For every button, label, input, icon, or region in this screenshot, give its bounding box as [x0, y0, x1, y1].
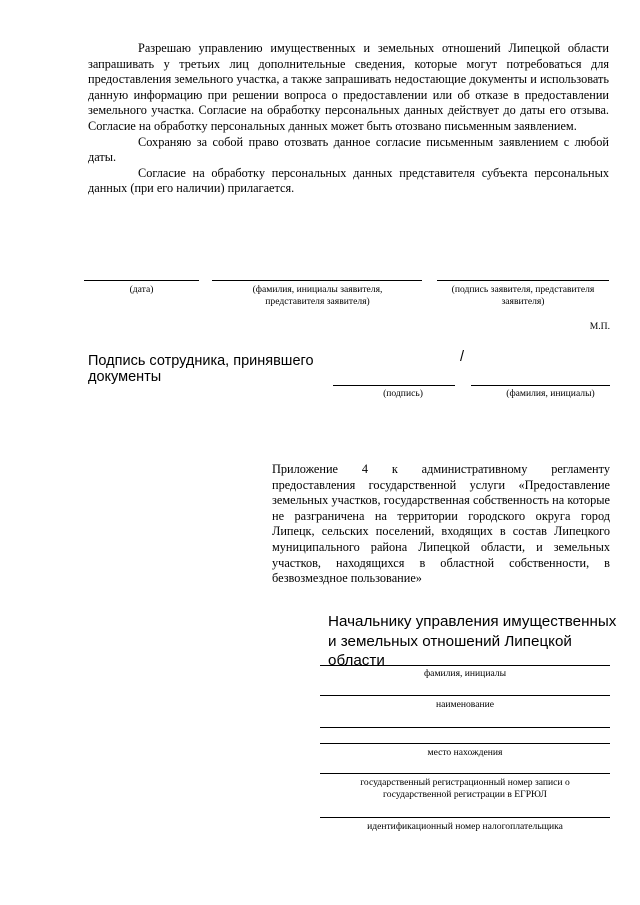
field-caption-name: фамилия, инициалы	[423, 668, 507, 679]
employee-sign-line	[333, 385, 455, 386]
field-line-location	[320, 743, 610, 744]
date-caption: (дата)	[129, 284, 154, 295]
employee-signature-text: Подпись сотрудника, принявшего документы	[88, 353, 314, 385]
consent-paragraph-1: Разрешаю управлению имущественных и земельных отношений Липецкой области запрашивать у третьих лиц дополнительные сведения, которые могут потребоваться для предоставления земельного участка, а также запрашивать недостающие документы и использовать данную информацию при решении вопроса о предоставлении или об отказе в предоставлении земельного участка. Согласие на обработку персональных данных действует до даты его отзыва. Согласие на обработку персональных данных может быть отозвано письменным заявлением.	[88, 41, 609, 133]
employee-sign-caption: (подпись)	[383, 388, 423, 399]
applicant-name-caption: (фамилия, инициалы заявителя, представителя заявителя)	[252, 284, 383, 307]
field-caption-location: место нахождения	[427, 747, 503, 758]
stamp-place: М.П.	[589, 321, 610, 332]
field-line-blank	[320, 727, 610, 728]
applicant-name-line	[212, 280, 422, 281]
field-caption-inn: идентификационный номер налогоплательщика	[367, 821, 563, 832]
field-caption-org: наименование	[436, 699, 494, 710]
addressee-title: Начальнику управления имущественных и земельных отношений Липецкой области	[328, 613, 617, 669]
applicant-sign-caption: (подпись заявителя, представителя заявителя)	[451, 284, 595, 307]
employee-name-caption: (фамилия, инициалы)	[506, 388, 595, 399]
applicant-sign-line	[437, 280, 609, 281]
consent-text	[88, 41, 609, 197]
employee-signature-label	[88, 353, 338, 385]
field-line-inn	[320, 817, 610, 818]
employee-name-line	[471, 385, 610, 386]
slash-separator: /	[460, 349, 465, 365]
appendix-note: Приложение 4 к административному регламенту предоставления государственной услуги «Предоставление земельных участков, государственная собственность на которые не разграничена на территории городского округа город Липецк, сельских поселений, входящих в состав Липецкого муниципального района Липецкой области, и земельных участков, находящихся в областной собственности, в безвозмездное пользование»	[272, 462, 610, 586]
consent-paragraph-3: Согласие на обработку персональных данных представителя субъекта персональных данных (при его наличии) прилагается.	[88, 165, 609, 196]
field-line-ogrn	[320, 773, 610, 774]
consent-paragraph-2: Сохраняю за собой право отозвать данное согласие письменным заявлением с любой даты.	[88, 134, 609, 165]
field-line-org	[320, 695, 610, 696]
date-line	[84, 280, 199, 281]
field-line-name	[320, 665, 610, 666]
field-caption-ogrn: государственный регистрационный номер записи о государственной регистрации в ЕГРЮЛ	[360, 777, 570, 800]
